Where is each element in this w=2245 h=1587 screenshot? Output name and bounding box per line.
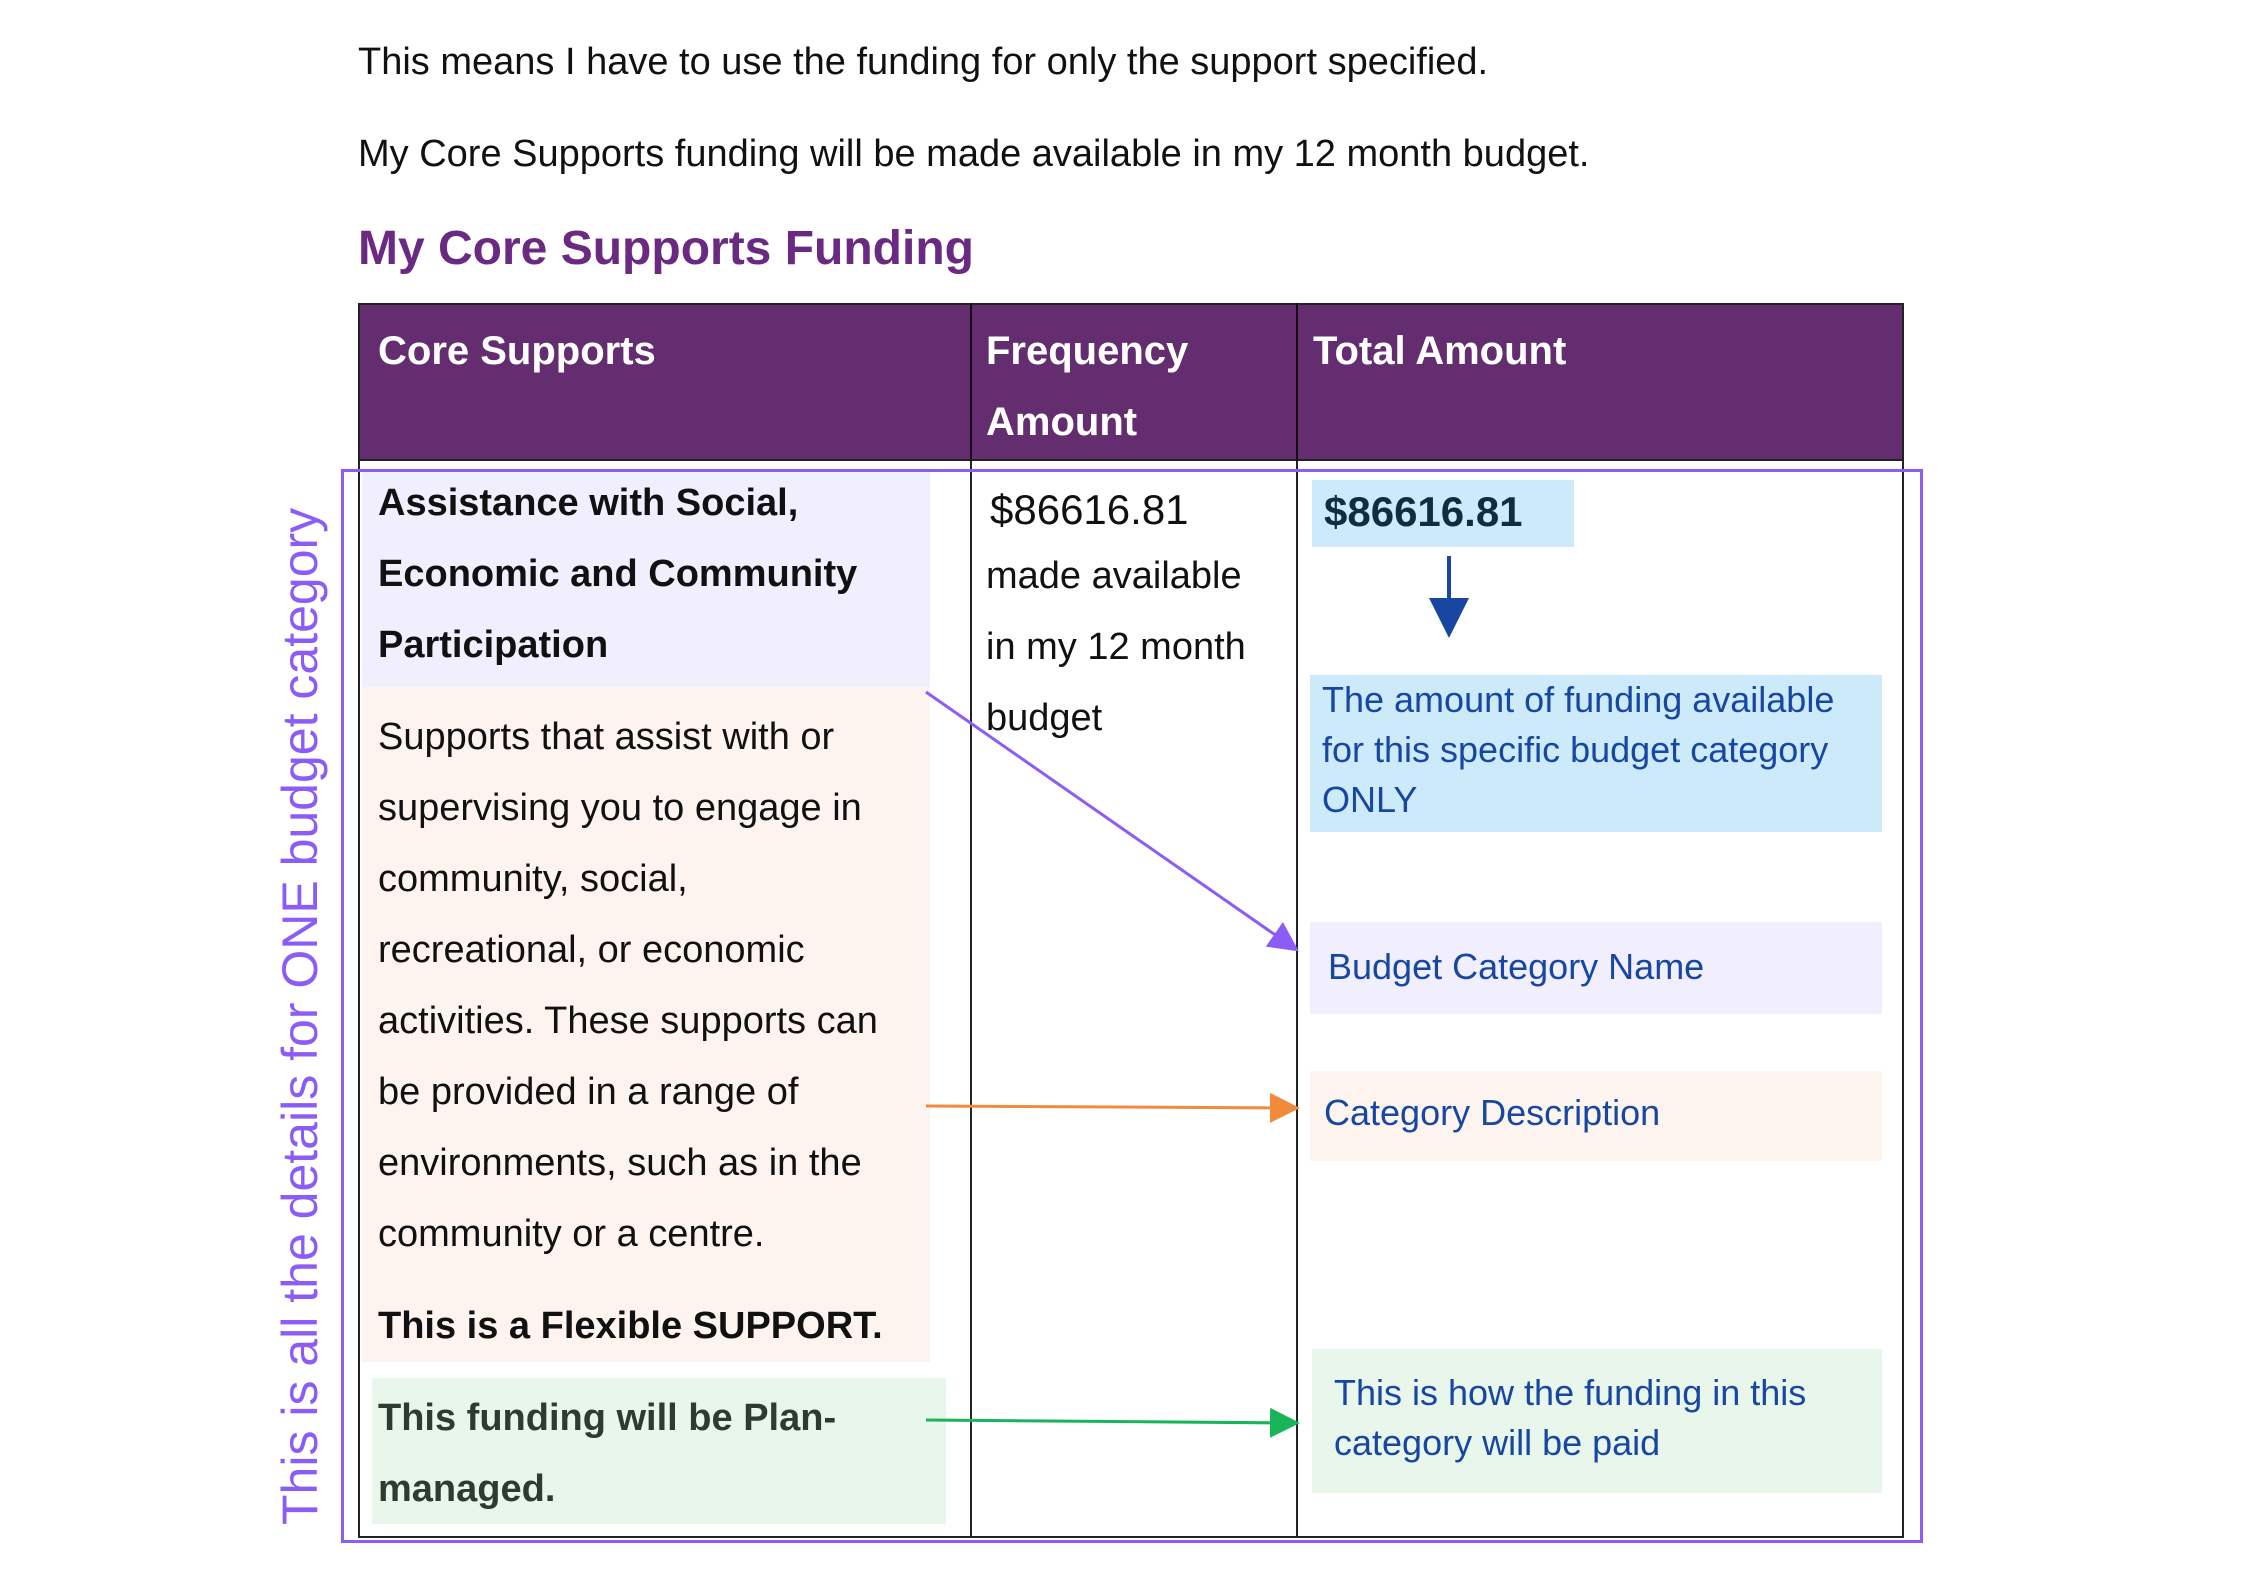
payment-note-line: This is how the funding in this [1334,1372,1807,1413]
section-heading: My Core Supports Funding [358,222,974,275]
payment-note-line: category will be paid [1334,1422,1661,1463]
description-line: recreational, or economic [378,929,805,971]
header-frequency-line2: Amount [986,400,1138,444]
category-name-line: Economic and Community [378,553,858,595]
description-line: environments, such as in the [378,1142,862,1184]
description-line: community or a centre. [378,1213,765,1255]
arrow-name [926,692,1294,948]
description-line: supervising you to engage in [378,787,862,829]
header-core-supports: Core Supports [378,329,656,373]
description-line: Supports that assist with or [378,716,835,758]
amount-note-line: for this specific budget category [1322,729,1829,770]
name-note: Budget Category Name [1328,946,1705,987]
category-name-line: Participation [378,624,609,666]
frequency-text-line: budget [986,697,1103,739]
description-line: activities. These supports can [378,1000,878,1042]
arrow-description [926,1106,1294,1108]
amount-note-line: The amount of funding available [1322,679,1835,720]
frequency-text-line: made available [986,555,1242,597]
header-frequency-line1: Frequency [986,329,1189,373]
description-line: community, social, [378,858,688,900]
total-amount: $86616.81 [1324,488,1523,535]
arrow-payment [926,1420,1294,1423]
amount-note-line: ONLY [1322,779,1418,820]
flexible-support-label: This is a Flexible SUPPORT. [378,1305,883,1347]
intro-line-2: My Core Supports funding will be made available in my 12 month budget. [358,133,1590,175]
category-name-line: Assistance with Social, [378,482,799,524]
description-line: be provided in a range of [378,1071,799,1113]
header-total-amount: Total Amount [1313,329,1567,373]
frequency-text-line: in my 12 month [986,626,1246,668]
plan-managed-line: managed. [378,1468,556,1510]
plan-managed-line: This funding will be Plan- [378,1397,837,1439]
side-label: This is all the details for ONE budget category [272,507,328,1525]
frequency-amount: $86616.81 [990,486,1189,533]
description-note: Category Description [1324,1092,1661,1133]
intro-line-1: This means I have to use the funding for only the support specified. [358,41,1489,83]
